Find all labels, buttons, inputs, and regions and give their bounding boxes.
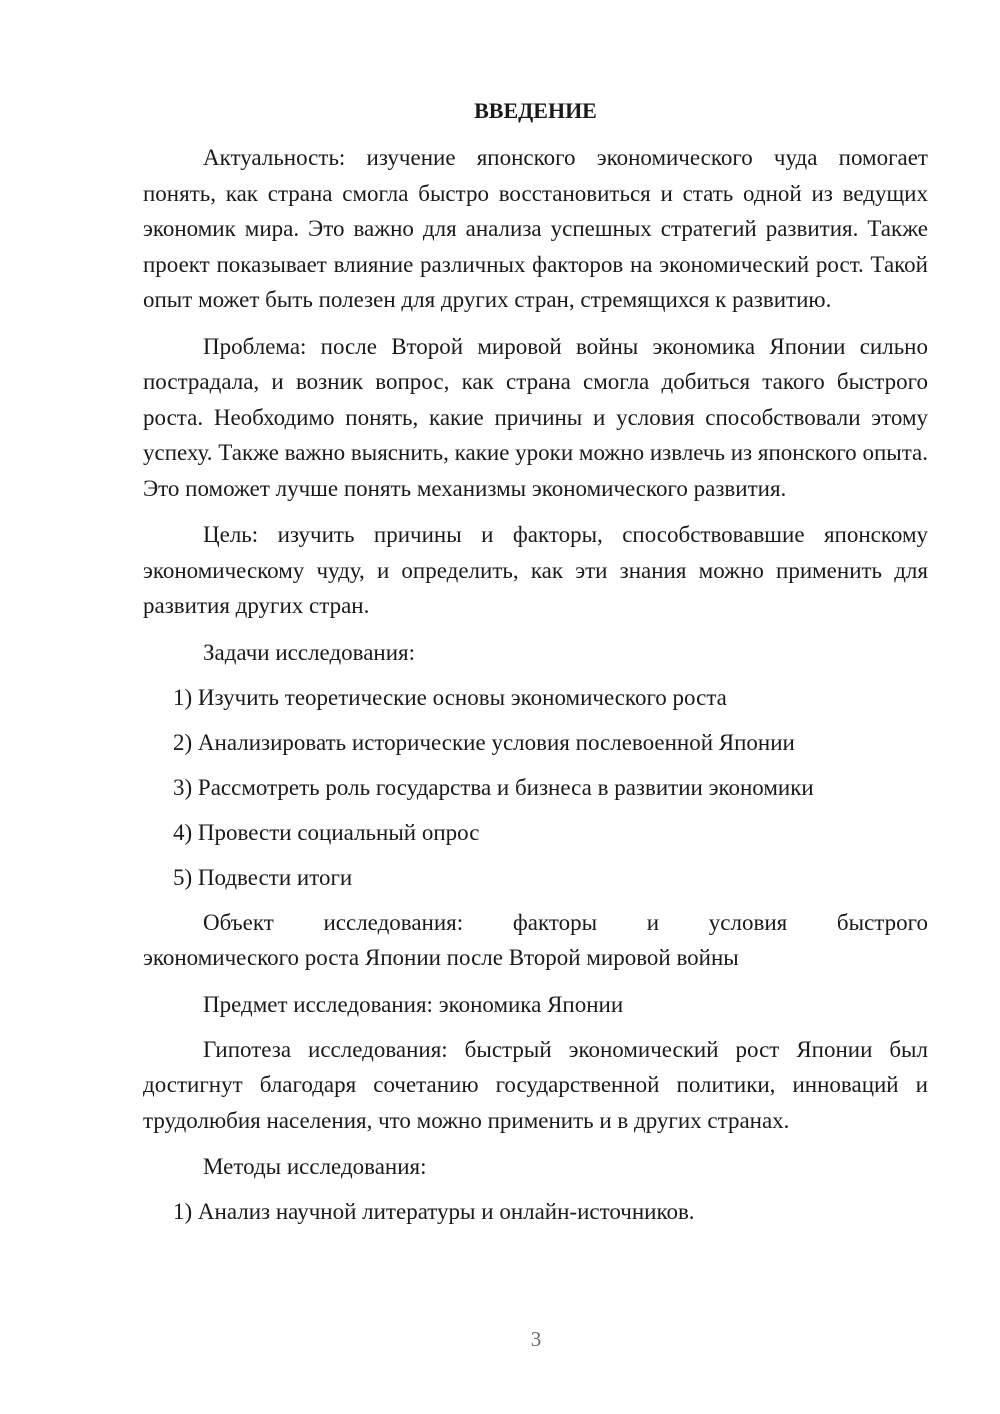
page-content [143, 96, 928, 1239]
page-number: 3 [530, 1327, 542, 1351]
object-paragraph [143, 905, 928, 976]
problem-paragraph: Проблема: после Второй мировой войны экономика Японии сильно пострадала, и возник вопрос, как страна смогла добиться такого быстрого роста. Необходимо понять, какие причины и условия способствовали этому успеху. Также важно выяснить, какие уроки можно извлечь из японского опыта. Это поможет лучше понять механизмы экономического развития. [143, 333, 928, 501]
relevance-paragraph: Актуальность: изучение японского экономического чуда помогает понять, как страна смогла быстро восстановиться и стать одной из ведущих экономик мира. Это важно для анализа успешных стратегий развития. Также проект показывает влияние различных факторов на экономический рост. Такой опыт может быть полезен для других стран, стремящихся к развитию. [143, 145, 928, 312]
task-item: 5) Подвести итоги [173, 864, 353, 890]
method-item: 1) Анализ научной литературы и онлайн-источников. [173, 1199, 695, 1224]
methods-heading: Методы исследования: [203, 1154, 427, 1179]
tasks-heading: Задачи исследования: [203, 639, 416, 665]
task-item: 4) Провести социальный опрос [173, 819, 480, 845]
task-item: 2) Анализировать исторические условия послевоенной Японии [173, 729, 795, 755]
task-item: 3) Рассмотреть роль государства и бизнеса в развитии экономики [173, 774, 814, 800]
goal-paragraph: Цель: изучить причины и факторы, способствовавшие японскому экономическому чуду, и определить, как эти знания можно применить для развития других стран. [143, 522, 928, 618]
object-line-1: Объект исследования: факторы и условия быстрого [203, 909, 928, 935]
object-line-2: экономического роста Японии после Второй мировой войны [143, 945, 739, 970]
task-item: 1) Изучить теоретические основы экономического роста [173, 684, 727, 710]
hypothesis-paragraph: Гипотеза исследования: быстрый экономический рост Японии был достигнут благодаря сочетанию государственной политики, инноваций и трудолюбия населения, что можно применить и в других странах. [143, 1036, 928, 1133]
section-title: ВВЕДЕНИЕ [474, 98, 597, 123]
subject-paragraph: Предмет исследования: экономика Японии [203, 991, 624, 1017]
